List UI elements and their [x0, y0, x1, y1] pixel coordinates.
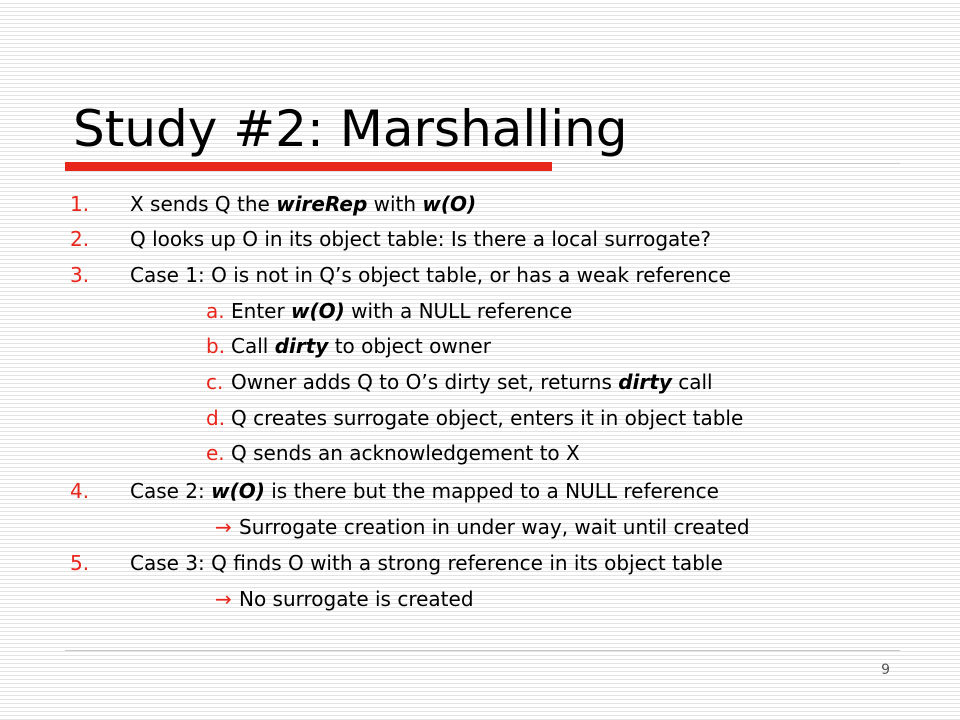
item-text: X sends Q the [130, 192, 277, 216]
item-text: with a NULL reference [344, 299, 573, 323]
item-text: No surrogate is created [239, 587, 474, 611]
item-text: Case 2: [130, 479, 212, 503]
list-subitem-e [206, 436, 580, 470]
list-marker: b. [206, 334, 226, 358]
list-item-1 [70, 187, 476, 221]
item-text: Case 1: O is not in Q’s object table, or has a weak reference [130, 263, 731, 287]
page-number: 9 [881, 662, 890, 678]
list-item-3 [70, 258, 731, 292]
list-marker: 1. [70, 192, 90, 216]
item-emphasis: wireRep [276, 192, 368, 216]
item-text: Call [231, 334, 275, 358]
list-arrow-item-5 [215, 582, 474, 616]
list-marker: a. [206, 299, 225, 323]
list-item-2 [70, 222, 711, 256]
item-text: to object owner [328, 334, 491, 358]
list-marker: 4. [70, 479, 90, 503]
item-text: with [367, 192, 423, 216]
footer-divider [65, 650, 900, 651]
list-subitem-a [206, 294, 572, 328]
item-text: call [671, 370, 713, 394]
item-text: Q sends an acknowledgement to X [231, 441, 580, 465]
list-marker: 3. [70, 263, 90, 287]
item-text: Q creates surrogate object, enters it in object table [231, 406, 744, 430]
list-subitem-d [206, 401, 743, 435]
item-emphasis: dirty [274, 334, 329, 358]
list-item-5 [70, 546, 723, 580]
item-text: Enter [231, 299, 292, 323]
arrow-icon: → [215, 515, 232, 539]
list-item-4 [70, 474, 719, 508]
item-emphasis: w(O) [211, 479, 265, 503]
item-emphasis: w(O) [291, 299, 345, 323]
item-text: Owner adds Q to O’s dirty set, returns [231, 370, 619, 394]
item-text: Surrogate creation in under way, wait until created [239, 515, 750, 539]
title-accent-bar [65, 162, 552, 171]
list-marker: d. [206, 406, 226, 430]
list-subitem-c [206, 365, 713, 399]
item-text: Case 3: Q finds O with a strong reference in its object table [130, 551, 723, 575]
item-emphasis: dirty [618, 370, 672, 394]
list-marker: 5. [70, 551, 90, 575]
list-marker: c. [206, 370, 224, 394]
item-text: is there but the mapped to a NULL reference [264, 479, 719, 503]
arrow-icon: → [215, 587, 232, 611]
list-arrow-item-4 [215, 510, 750, 544]
slide-title: Study #2: Marshalling [73, 100, 628, 158]
item-text: Q looks up O in its object table: Is there a local surrogate? [130, 227, 712, 251]
list-subitem-b [206, 329, 491, 363]
list-marker: e. [206, 441, 225, 465]
item-emphasis: w(O) [422, 192, 477, 216]
list-marker: 2. [70, 227, 90, 251]
